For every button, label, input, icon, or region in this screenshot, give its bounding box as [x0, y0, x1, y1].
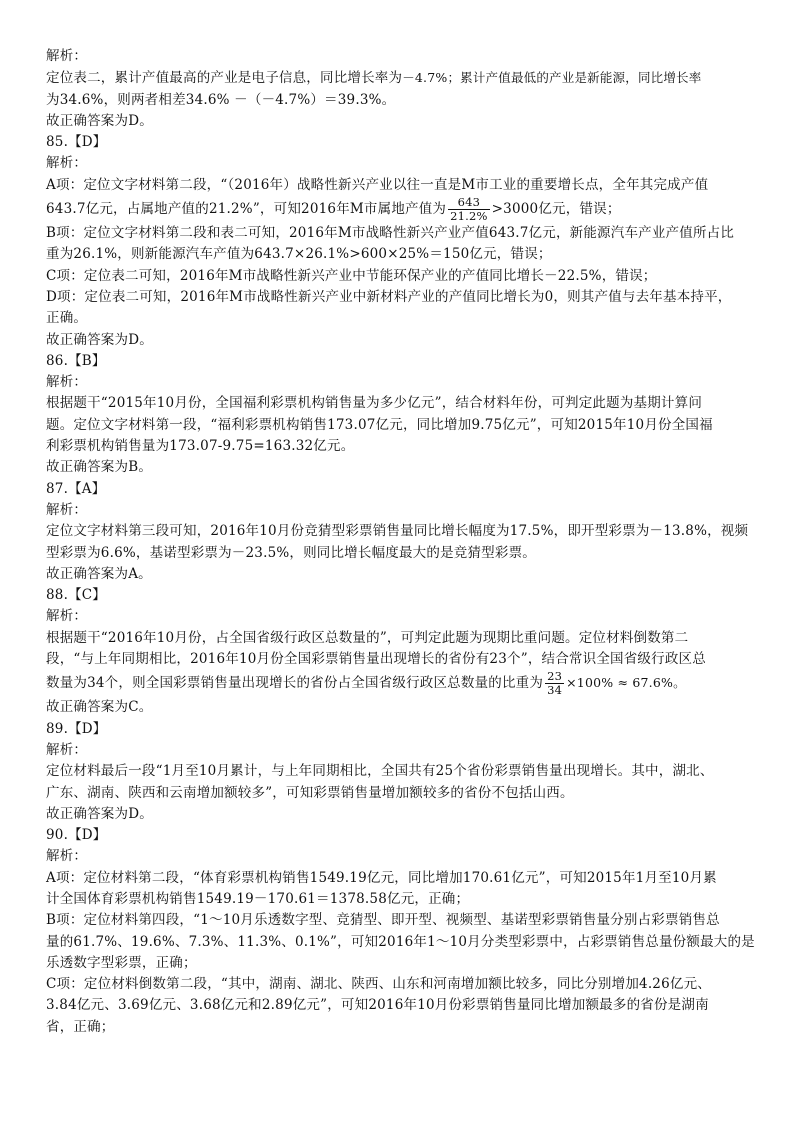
text-line: C项：定位表二可知，2016年M市战略性新兴产业中节能环保产业的产值同比增长－22.5%，错误； — [46, 267, 657, 284]
text-line: 正确。 — [46, 310, 88, 327]
text-line: 根据题干“2015年10月份，全国福利彩票机构销售量为多少亿元”，结合材料年份，可判定此题为基期计算问 — [46, 395, 703, 412]
text-line: 故正确答案为C。 — [46, 699, 153, 716]
text-line: 解析： — [46, 155, 88, 172]
text-line: 根据题干“2016年10月份，占全国省级行政区总数量的”，可判定此题为现期比重问题。定位材料倒数第二 — [46, 629, 689, 646]
text-line: D项：定位表二可知，2016年M市战略性新兴产业中新材料产业的产值同比增长为0，则其产值与去年基本持平， — [46, 288, 732, 305]
text-segment: 数量为34个，则全国彩票销售量出现增长的省份占全国省级行政区总数量的比重为 — [46, 675, 544, 692]
math-expression: －4.7%；累计产值最低的产业是新能源，同比增长率 — [402, 70, 702, 86]
text-line: 解析： — [46, 848, 88, 865]
text-line: 解析： — [46, 741, 88, 758]
text-line: 故正确答案为B。 — [46, 459, 153, 476]
text-line: 为34.6%，则两者相差34.6% －（－4.7%）＝39.3%。 — [46, 91, 396, 108]
text-line: 3.84亿元、3.69亿元、3.68亿元和2.89亿元”，可知2016年10月份彩票销售量同比增加额最多的省份是湖南 — [46, 997, 709, 1014]
fraction-denominator: 21.2% — [450, 209, 488, 224]
text-line — [46, 196, 756, 223]
text-line: 定位材料最后一段“1月至10月累计，与上年同期相比，全国共有25个省份彩票销售量出现增长。其中，湖北、 — [46, 763, 714, 780]
text-line: 型彩票为6.6%，基诺型彩票为－23.5%，则同比增长幅度最大的是竞猜型彩票。 — [46, 544, 536, 561]
text-line: 乐透数字型彩票，正确； — [46, 954, 197, 971]
text-line: 量的61.7%、19.6%、7.3%、11.3%、0.1%”，可知2016年1～10月分类型彩票中，占彩票销售总量份额最大的是 — [46, 933, 755, 950]
question-number: 85.【D】 — [46, 134, 107, 151]
text-line: 解析： — [46, 608, 88, 625]
text-segment: 定位表二，累计产值最高的产业是电子信息，同比增长率为 — [46, 70, 403, 87]
text-line: C项：定位材料倒数第二段，“其中，湖南、湖北、陕西、山东和河南增加额比较多，同比分别增加4.26亿元、 — [46, 976, 711, 993]
text-line: 解析： — [46, 501, 88, 518]
question-number: 90.【D】 — [46, 827, 107, 844]
text-line: 故正确答案为D。 — [46, 805, 153, 822]
text-line: 故正确答案为D。 — [46, 331, 153, 348]
question-number: 88.【C】 — [46, 587, 106, 604]
text-line: 解析： — [46, 48, 88, 64]
text-line: B项：定位文字材料第二段和表二可知，2016年M市战略性新兴产业产值643.7亿元，新能源汽车产业产值所占比 — [46, 225, 735, 242]
text-line: B项：定位材料第四段，“1～10月乐透数字型、竞猜型、即开型、视频型、基诺型彩票销售量分别占彩票销售总 — [46, 912, 720, 929]
text-segment: 643.7亿元，占属地产值的21.2%”，可知2016年M市属地产值为 — [46, 201, 447, 218]
text-segment: >3000亿元，错误； — [491, 201, 621, 218]
text-line: 省，正确； — [46, 1018, 115, 1035]
text-line: 故正确答案为D。 — [46, 112, 153, 129]
text-line: 计全国体育彩票机构销售1549.19－170.61＝1378.58亿元，正确； — [46, 890, 470, 907]
text-line — [46, 670, 756, 697]
fraction-numerator: 643 — [457, 195, 481, 210]
text-line: 解析： — [46, 374, 88, 391]
fraction — [448, 196, 490, 223]
fraction-numerator: 23 — [547, 669, 563, 684]
text-line: 题。定位文字材料第一段，“福利彩票机构销售173.07亿元，同比增加9.75亿元”，可知2015年10月份全国福 — [46, 416, 713, 433]
text-line: A项：定位文字材料第二段，“（2016年）战略性新兴产业以往一直是M市工业的重要增长点，全年其完成产值 — [46, 176, 709, 193]
fraction — [545, 670, 564, 697]
question-number: 89.【D】 — [46, 720, 107, 737]
question-number: 86.【B】 — [46, 352, 106, 369]
text-line: 重为26.1%，则新能源汽车产值为643.7×26.1%>600×25%＝150亿元，错误； — [46, 246, 552, 263]
fraction-denominator: 34 — [547, 683, 563, 698]
text-line: 定位文字材料第三段可知，2016年10月份竞猜型彩票销售量同比增长幅度为17.5%，即开型彩票为－13.8%，视频 — [46, 523, 749, 540]
text-line: 段，“与上年同期相比，2016年10月份全国彩票销售量出现增长的省份有23个”，结合常识全国省级行政区总 — [46, 651, 706, 668]
math-expression: ×100% ≈ 67.6%。 — [566, 675, 686, 691]
text-line: A项：定位材料第二段，“体育彩票机构销售1549.19亿元，同比增加170.61亿元”，可知2015年1月至10月累 — [46, 869, 717, 886]
text-line: 利彩票机构销售量为173.07-9.75=163.32亿元。 — [46, 438, 355, 455]
question-number: 87.【A】 — [46, 480, 106, 497]
text-line: 故正确答案为A。 — [46, 565, 152, 582]
text-line — [46, 67, 756, 89]
text-line: 广东、湖南、陕西和云南增加额较多”，可知彩票销售量增加额较多的省份不包括山西。 — [46, 784, 574, 801]
